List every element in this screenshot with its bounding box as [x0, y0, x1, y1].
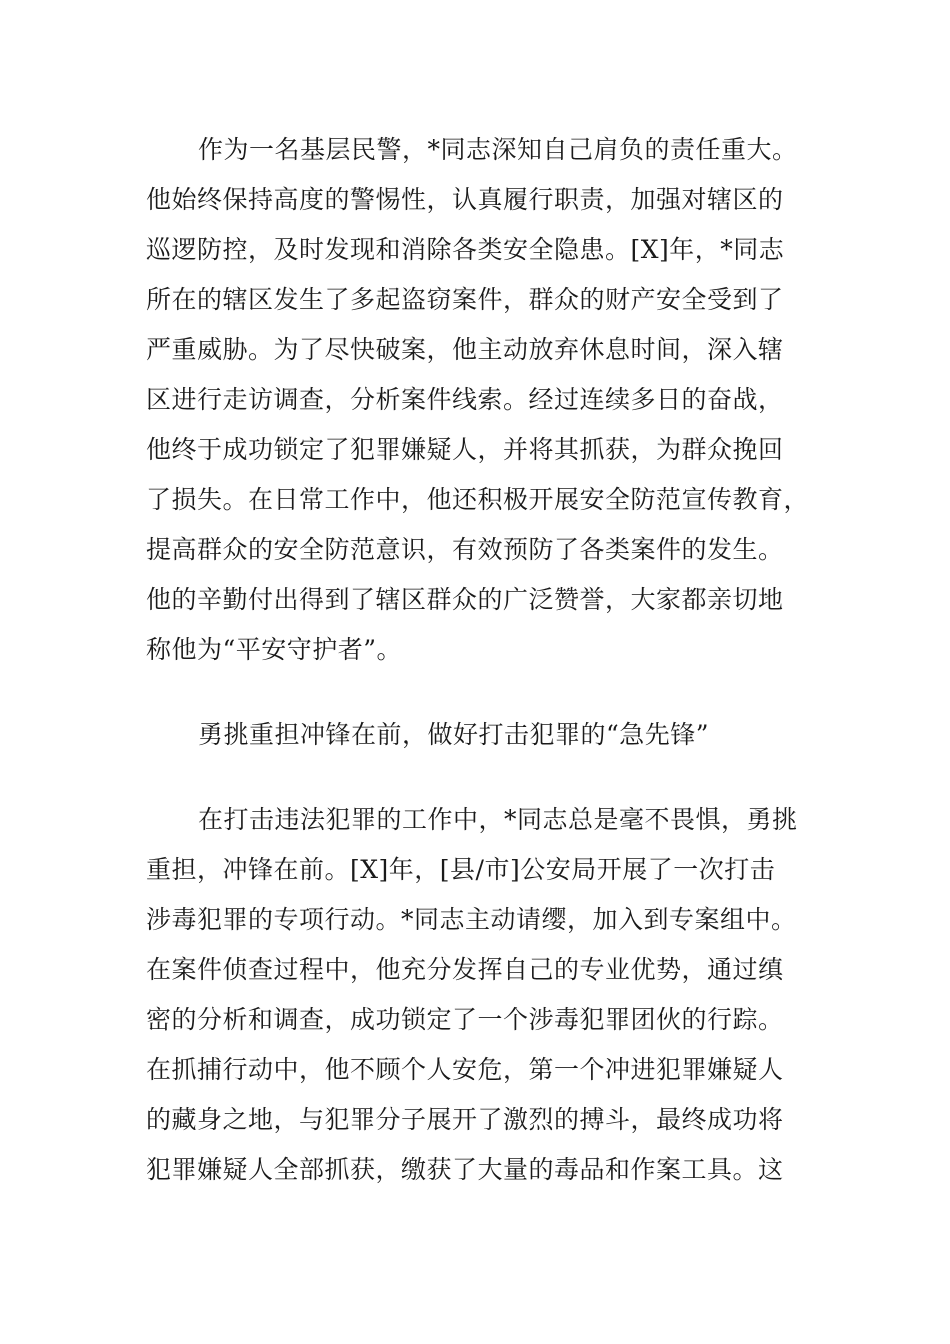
- paragraph-2-line-7: 的藏身之地，与犯罪分子展开了激烈的搏斗，最终成功将: [146, 1105, 784, 1134]
- paragraph-1-line-10: 他的辛勤付出得到了辖区群众的广泛赞誉，大家都亲切地: [146, 585, 784, 614]
- paragraph-1-line-9: 提高群众的安全防范意识，有效预防了各类案件的发生。: [146, 535, 784, 564]
- paragraph-1-line-2: 他始终保持高度的警惕性，认真履行职责，加强对辖区的: [146, 185, 784, 214]
- paragraph-2-line-2: 重担，冲锋在前。[X]年，[县/市]公安局开展了一次打击: [146, 855, 776, 884]
- paragraph-1-line-6: 区进行走访调查，分析案件线索。经过连续多日的奋战，: [146, 385, 784, 414]
- paragraph-1-line-8: 了损失。在日常工作中，他还积极开展安全防范宣传教育，: [146, 485, 810, 514]
- paragraph-2-line-8: 犯罪嫌疑人全部抓获，缴获了大量的毒品和作案工具。这: [146, 1155, 784, 1184]
- paragraph-2-line-4: 在案件侦查过程中，他充分发挥自己的专业优势，通过缜: [146, 955, 784, 984]
- paragraph-2-line-6: 在抓捕行动中，他不顾个人安危，第一个冲进犯罪嫌疑人: [146, 1055, 784, 1084]
- section-heading: 勇挑重担冲锋在前，做好打击犯罪的“急先锋”: [198, 720, 710, 749]
- paragraph-1-line-5: 严重威胁。为了尽快破案，他主动放弃休息时间，深入辖: [146, 335, 784, 364]
- paragraph-1-line-7: 他终于成功锁定了犯罪嫌疑人，并将其抓获，为群众挽回: [146, 435, 784, 464]
- paragraph-1-line-3: 巡逻防控，及时发现和消除各类安全隐患。[X]年，*同志: [146, 235, 785, 264]
- paragraph-1-line-4: 所在的辖区发生了多起盗窃案件，群众的财产安全受到了: [146, 285, 784, 314]
- paragraph-2-line-5: 密的分析和调查，成功锁定了一个涉毒犯罪团伙的行踪。: [146, 1005, 784, 1034]
- paragraph-1-line-11: 称他为“平安守护者”。: [146, 635, 403, 664]
- paragraph-2-line-1: 在打击违法犯罪的工作中，*同志总是毫不畏惧，勇挑: [198, 805, 798, 834]
- paragraph-1-line-1: 作为一名基层民警，*同志深知自己肩负的责任重大。: [198, 135, 798, 164]
- paragraph-2-line-3: 涉毒犯罪的专项行动。*同志主动请缨，加入到专案组中。: [146, 905, 797, 934]
